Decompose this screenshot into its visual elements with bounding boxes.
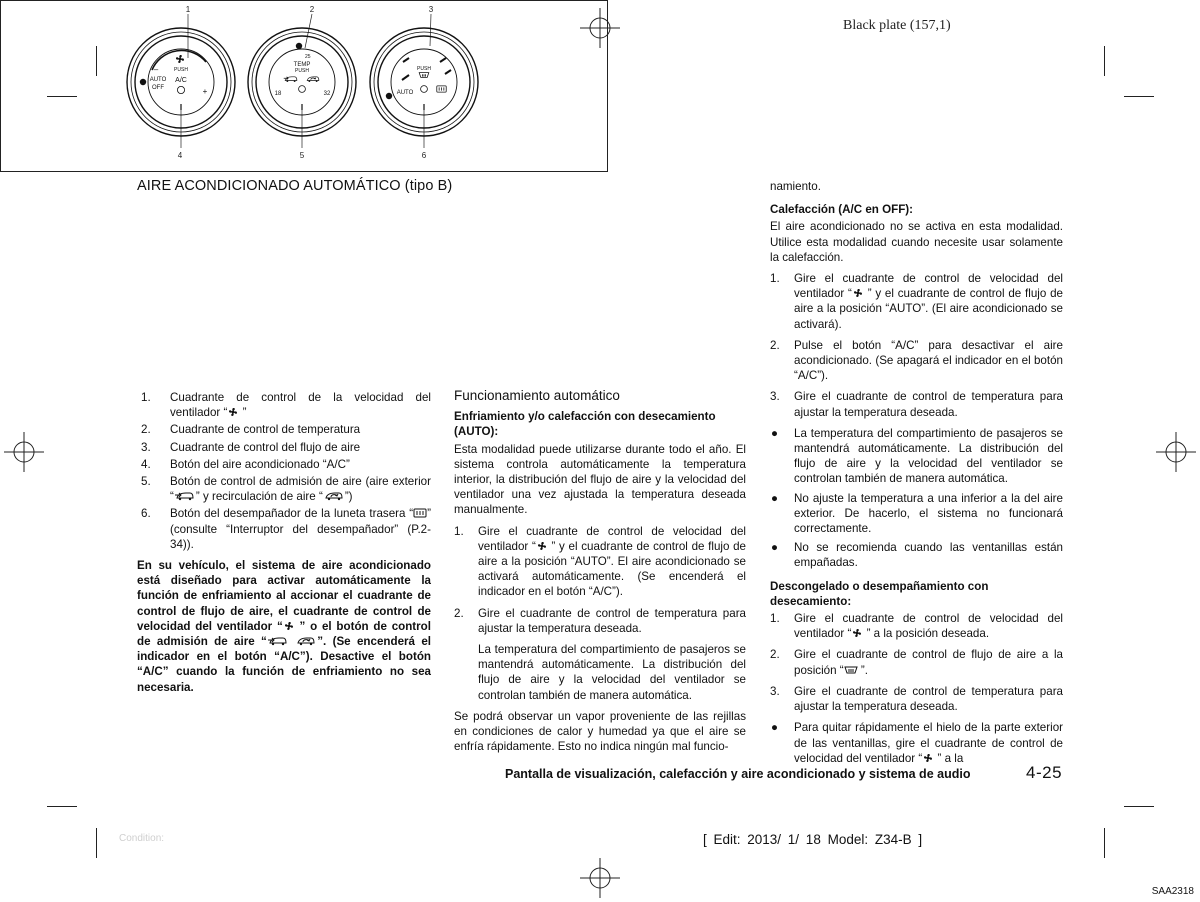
outside-air-icon: [267, 636, 289, 646]
crosshair-left-icon: [4, 432, 44, 472]
recirculation-icon: [295, 636, 317, 646]
dial1-push: PUSH: [174, 67, 188, 73]
recirculation-icon: [323, 491, 345, 501]
footer-chapter-title: Pantalla de visualización, calefacción y aire acondicionado y sistema de audio: [505, 767, 971, 781]
crop-mark: [1104, 828, 1105, 858]
callout-2: 2: [309, 5, 315, 14]
legend-column: [137, 390, 431, 695]
fan-icon: [851, 628, 863, 638]
step-num: 1.: [770, 612, 780, 626]
callout-6: 6: [421, 151, 427, 160]
fan-icon: [536, 541, 548, 551]
legend-num: 6.: [141, 507, 151, 521]
legend-item: [137, 457, 431, 472]
step-num: 3.: [770, 684, 780, 698]
legend-text: ” y recirculación de aire “: [195, 490, 323, 504]
heating-defrost-column: [770, 179, 1063, 770]
bullet-icon: ●: [771, 426, 779, 440]
legend-text: Cuadrante de control de temperatura: [170, 423, 361, 437]
step-text: ”.: [857, 663, 868, 677]
crop-mark: [1124, 806, 1154, 807]
step-text: Gire el cuadrante de control de velocidad del ventilador “: [794, 612, 1063, 641]
auto-operation-column: [454, 388, 746, 760]
legend-text: ”): [344, 490, 353, 504]
auto-intro: Esta modalidad puede utilizarse durante todo el año. El sistema controla automáticamente la temperatura interior, la distribución del flujo de aire y la velocidad del ventilador una vez ajustada la temperatura deseada manualmente.: [454, 442, 746, 517]
dial1-auto: AUTO: [149, 77, 167, 83]
crop-mark: [1104, 46, 1105, 76]
crop-mark: [1124, 96, 1154, 97]
crosshair-bottom-icon: [580, 858, 620, 898]
legend-num: 3.: [141, 440, 151, 454]
dial1-minus: –: [153, 65, 159, 74]
condition-label: Condition:: [119, 833, 165, 844]
step-text: ” y el cuadrante de control de flujo de aire a la posición “AUTO”. (El aire acondicionado se activará).: [794, 287, 1063, 331]
step-num: 1.: [454, 524, 464, 538]
step-num: 3.: [770, 390, 780, 404]
legend-item: [137, 506, 431, 552]
auto-step: [454, 606, 746, 636]
heating-step: [770, 271, 1063, 332]
step-num: 1.: [770, 272, 780, 286]
legend-text: ”: [239, 406, 247, 420]
auto-step: [454, 524, 746, 600]
black-plate-label: Black plate (157,1): [843, 18, 951, 33]
legend-text: Botón del aire acondicionado “A/C”: [170, 457, 350, 471]
step-text: Gire el cuadrante de control de velocidad del ventilador “: [478, 524, 746, 553]
heating-step: [770, 389, 1063, 419]
heating-step: [770, 338, 1063, 384]
subsection-title: Funcionamiento automático: [454, 388, 620, 403]
crop-mark: [96, 828, 97, 858]
step-text: Gire el cuadrante de control de flujo de aire a la posición “: [794, 648, 1063, 677]
bullet-text: No se recomienda cuando las ventanillas están empañadas.: [794, 541, 1063, 570]
dial3-push: PUSH: [417, 66, 431, 72]
legend-text: Botón de control de admisión de aire (aire exterior “: [170, 475, 431, 504]
windshield-defrost-icon: [844, 665, 858, 675]
step-text: Pulse el botón “A/C” para desactivar el aire acondicionado. (Se apagará el indicador en el botón “A/C”).: [794, 338, 1063, 383]
bullet-icon: ●: [771, 541, 779, 555]
defrost-step: [770, 611, 1063, 641]
step-num: 2.: [454, 606, 464, 620]
dial1-ac: A/C: [175, 77, 187, 84]
auto-note: La temperatura del compartimiento de pasajeros se mantendrá automáticamente. La distribución del flujo de aire y la velocidad del ventilador se controlan también de manera automática.: [478, 643, 746, 702]
outside-air-icon: [174, 491, 196, 501]
bullet-text: No ajuste la temperatura a una inferior a la del aire exterior. De hacerlo, el sistema no funcionará correctamente.: [794, 491, 1063, 536]
defrost-step: [770, 647, 1063, 677]
system-note-text: En su vehículo, el sistema de aire acondicionado está diseñado para activar automáticamente la función de enfriamiento al accionar el cuadrante de control de flujo de aire, el cuadrante de control de velocidad del ventilador “: [137, 559, 431, 633]
callout-3: 3: [428, 5, 434, 14]
heating-intro: El aire acondicionado no se activa en esta modalidad. Utilice esta modalidad cuando necesite usar solamente la calefacción.: [770, 220, 1063, 264]
dial2-t18: 18: [274, 91, 282, 97]
system-note: [137, 558, 431, 695]
dial2-push: PUSH: [295, 68, 309, 74]
legend-text: Cuadrante de control de la velocidad del ventilador “: [170, 391, 431, 420]
legend-text: Botón del desempañador de la luneta trasera “: [170, 507, 414, 521]
heating-heading: Calefacción (A/C en OFF):: [770, 203, 914, 217]
system-note-text: ”. (Se encenderá el indicador en el botón “A/C”). Desactive el botón “A/C” cuando la función de enfriamiento no sea necesaria.: [137, 635, 432, 694]
heating-bullet: [770, 491, 1063, 537]
rear-defroster-icon: [413, 508, 427, 518]
continued-text: namiento.: [770, 180, 821, 193]
legend-text: ” (consulte “Interruptor del desempañador” (P.2-34)).: [170, 507, 431, 551]
dial2-temp: TEMP: [293, 62, 311, 68]
fan-icon: [922, 753, 934, 763]
legend-num: 2.: [141, 423, 151, 437]
callout-5: 5: [299, 151, 305, 160]
dial1-plus: +: [202, 87, 208, 96]
bullet-icon: ●: [771, 491, 779, 505]
heating-bullet: [770, 540, 1063, 570]
fan-icon: [227, 407, 239, 417]
fan-icon: [283, 621, 295, 631]
ac-button-indicator: [177, 86, 184, 93]
legend-item: [137, 440, 431, 455]
figure-code: SAA2318: [1151, 886, 1194, 897]
dial2-t25: 25: [305, 54, 311, 60]
system-note-text: ” o el botón de control de admisión de aire “: [137, 619, 431, 649]
step-text: ” a la posición deseada.: [863, 627, 990, 641]
heating-bullet: [770, 426, 1063, 487]
legend-item: [137, 422, 431, 437]
defrost-step: [770, 684, 1063, 714]
legend-item: [137, 390, 431, 420]
auto-closing: Se podrá observar un vapor proveniente de las rejillas en condiciones de calor y humedad ya que el aire se enfría rápidamente. Esto no indica ningún mal funcio-: [454, 709, 746, 754]
legend-num: 5.: [141, 475, 151, 489]
fan-icon: [852, 288, 864, 298]
step-text: Gire el cuadrante de control de temperatura para ajustar la temperatura deseada.: [794, 684, 1063, 714]
step-text: Gire el cuadrante de control de temperatura para ajustar la temperatura deseada.: [794, 390, 1063, 419]
step-text: Gire el cuadrante de control de velocidad del ventilador “: [794, 272, 1063, 301]
step-text: Gire el cuadrante de control de temperatura para ajustar la temperatura deseada.: [478, 606, 746, 635]
legend-num: 4.: [141, 457, 151, 471]
edit-info: [ Edit: 2013/ 1/ 18 Model: Z34-B ]: [703, 832, 923, 847]
legend-item: [137, 474, 431, 504]
step-text: ” y el cuadrante de control de flujo de aire a la posición “AUTO”. El aire acondicionado se activará automáticamente. (Se encenderá el indicador en el botón “A/C”).: [478, 539, 746, 599]
dial3-auto: AUTO: [396, 90, 414, 96]
bullet-text: Para quitar rápidamente el hielo de la parte exterior de las ventanillas, gire el cuadrante de control de velocidad del ventilador “: [794, 721, 1063, 765]
step-num: 2.: [770, 648, 780, 662]
step-num: 2.: [770, 338, 780, 352]
crop-mark: [47, 806, 77, 807]
bullet-text: La temperatura del compartimiento de pasajeros se mantendrá automáticamente. La distribución del flujo de aire y la velocidad del ventilador se controlan también de manera automática.: [794, 426, 1063, 486]
legend-num: 1.: [141, 391, 151, 404]
page-number: 4-25: [1026, 763, 1063, 782]
legend-text: Cuadrante de control del flujo de aire: [170, 440, 361, 454]
callout-1: 1: [185, 5, 191, 14]
bullet-text: ” a la: [934, 751, 964, 765]
defrost-bullet: [770, 720, 1063, 766]
section-title: AIRE ACONDICIONADO AUTOMÁTICO (tipo B): [137, 178, 453, 194]
bullet-icon: ●: [771, 721, 779, 735]
callout-4: 4: [177, 151, 183, 160]
hvac-dials-illustration: [0, 0, 606, 170]
dial2-t32: 32: [323, 91, 331, 97]
auto-heading: Enfriamiento y/o calefacción con desecamiento (AUTO):: [454, 410, 716, 439]
dial1-off: OFF: [152, 85, 164, 91]
crosshair-right-icon: [1156, 432, 1196, 472]
defrost-heading: Descongelado o desempañamiento con desecamiento:: [770, 579, 989, 608]
